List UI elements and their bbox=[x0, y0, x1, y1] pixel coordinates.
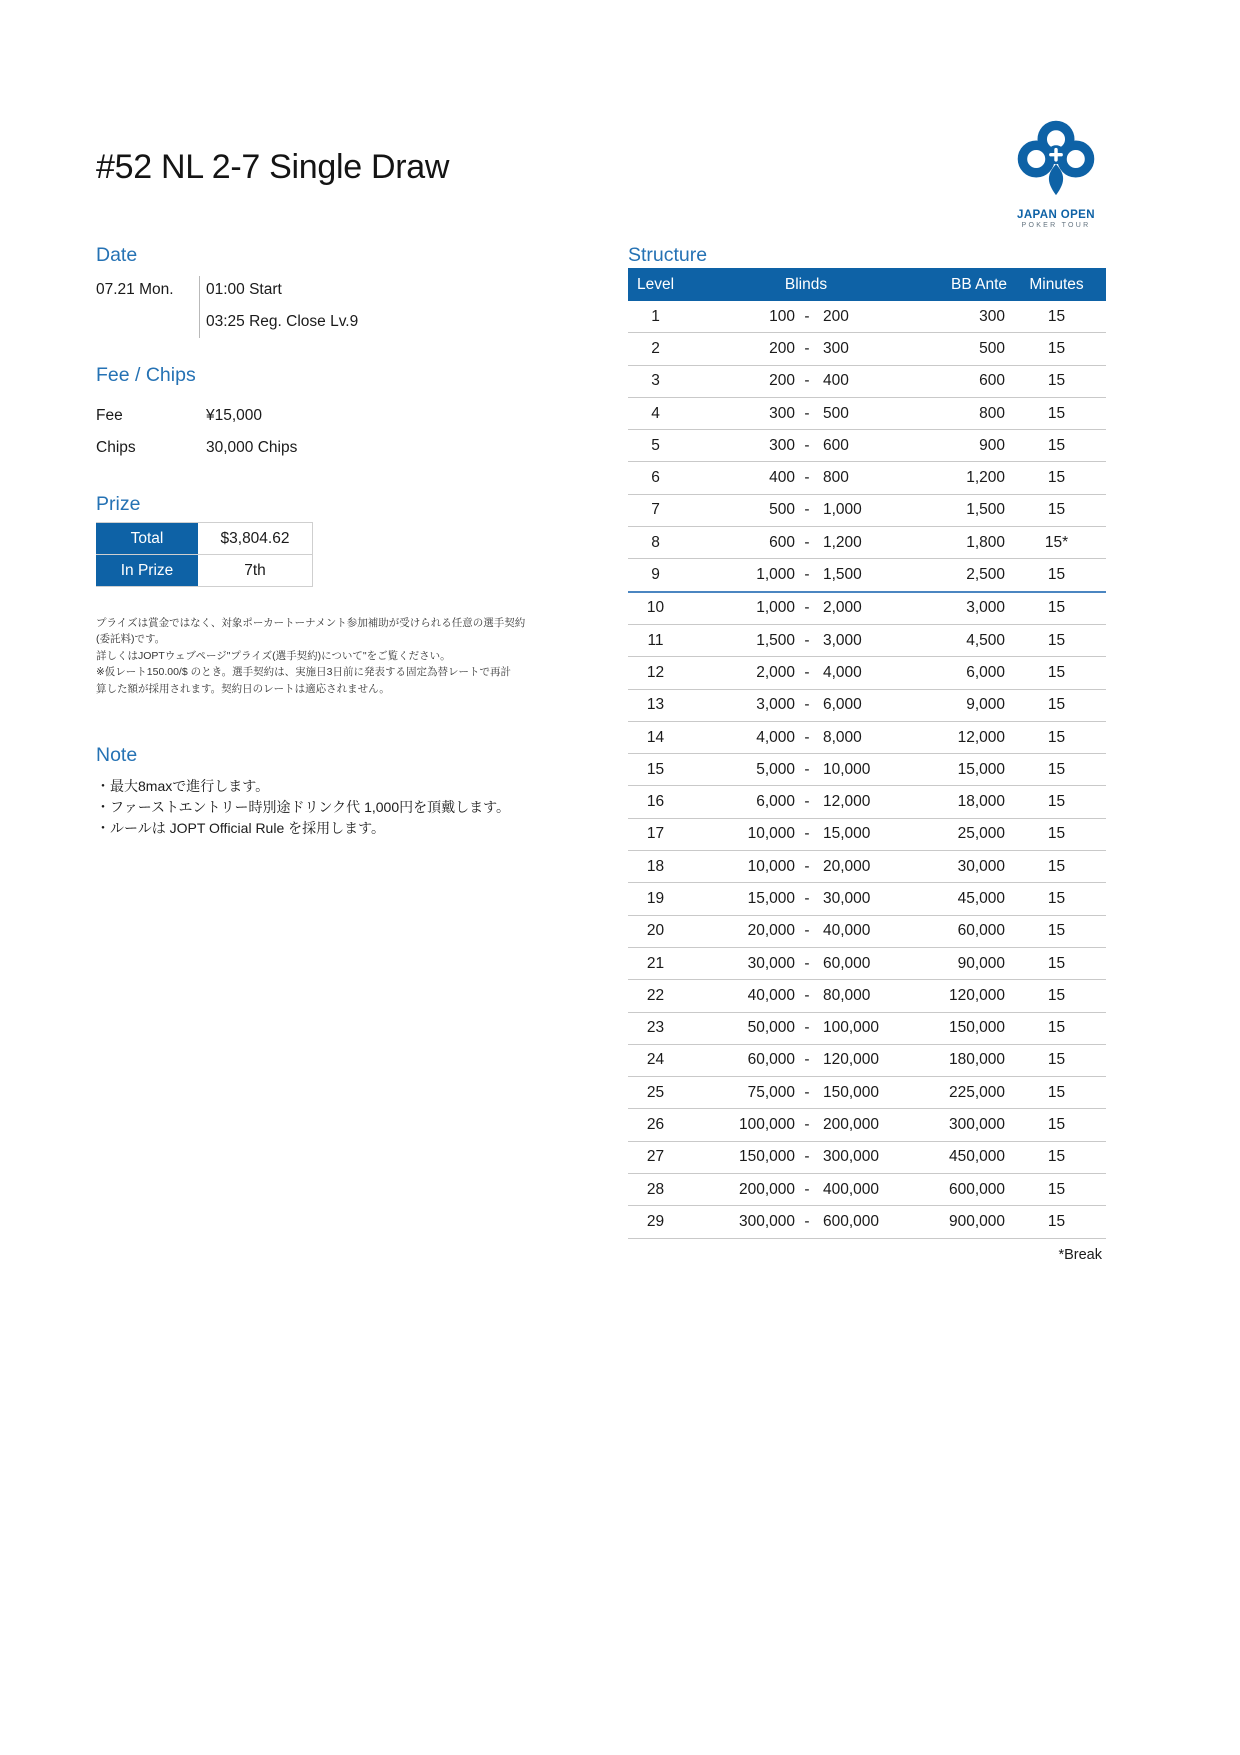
small-blind-cell: 1,500 bbox=[756, 631, 795, 649]
small-blind-cell: 2,000 bbox=[756, 663, 795, 681]
date-body bbox=[96, 274, 536, 344]
column-header-level: Level bbox=[636, 275, 675, 293]
blinds-separator: - bbox=[804, 760, 810, 778]
date-section bbox=[96, 242, 536, 344]
minutes-cell: 15 bbox=[1047, 566, 1066, 584]
level-cell: 3 bbox=[651, 372, 660, 390]
blinds-separator: - bbox=[804, 307, 810, 325]
blinds-separator: - bbox=[804, 469, 810, 487]
disclaimer-line: ※仮レート150.00/$ のとき。選手契約は、実施日3日前に発表する固定為替レートで再計 bbox=[96, 666, 512, 679]
structure-row bbox=[628, 819, 1106, 851]
bb-ante-cell: 600 bbox=[979, 372, 1005, 390]
bb-ante-cell: 2,500 bbox=[966, 566, 1005, 584]
structure-row bbox=[628, 1013, 1106, 1045]
fee-chips-value: 30,000 Chips bbox=[206, 439, 298, 456]
big-blind-cell: 1,200 bbox=[823, 533, 862, 551]
small-blind-cell: 60,000 bbox=[747, 1051, 795, 1069]
minutes-cell: 15 bbox=[1047, 1148, 1066, 1166]
blinds-separator: - bbox=[804, 1212, 810, 1230]
fee-chips-rows bbox=[96, 400, 536, 464]
small-blind-cell: 200 bbox=[769, 339, 795, 357]
structure-row bbox=[628, 430, 1106, 462]
blinds-separator: - bbox=[804, 599, 810, 617]
small-blind-cell: 1,000 bbox=[756, 566, 795, 584]
structure-row bbox=[628, 559, 1106, 592]
date-divider bbox=[199, 276, 200, 338]
prize-value: 7th bbox=[198, 555, 313, 586]
minutes-cell: 15 bbox=[1047, 954, 1066, 972]
fee-chips-value: ¥15,000 bbox=[206, 407, 263, 424]
level-cell: 6 bbox=[651, 469, 660, 487]
minutes-cell: 15 bbox=[1047, 663, 1066, 681]
fee-chips-row bbox=[96, 400, 536, 432]
level-cell: 28 bbox=[646, 1180, 665, 1198]
small-blind-cell: 300 bbox=[769, 436, 795, 454]
structure-row bbox=[628, 366, 1106, 398]
structure-row bbox=[628, 722, 1106, 754]
big-blind-cell: 6,000 bbox=[823, 696, 862, 714]
blinds-separator: - bbox=[804, 1180, 810, 1198]
level-cell: 12 bbox=[646, 663, 665, 681]
bb-ante-cell: 900,000 bbox=[948, 1212, 1005, 1230]
structure-row bbox=[628, 495, 1106, 527]
small-blind-cell: 10,000 bbox=[747, 857, 795, 875]
prize-heading: Prize bbox=[96, 493, 141, 515]
minutes-cell: 15 bbox=[1047, 728, 1066, 746]
bb-ante-cell: 500 bbox=[979, 339, 1005, 357]
structure-row bbox=[628, 980, 1106, 1012]
small-blind-cell: 10,000 bbox=[747, 825, 795, 843]
big-blind-cell: 150,000 bbox=[823, 1083, 880, 1101]
structure-row bbox=[628, 593, 1106, 625]
big-blind-cell: 120,000 bbox=[823, 1051, 880, 1069]
small-blind-cell: 4,000 bbox=[756, 728, 795, 746]
bb-ante-cell: 180,000 bbox=[948, 1051, 1005, 1069]
structure-row bbox=[628, 690, 1106, 722]
minutes-cell: 15* bbox=[1044, 533, 1069, 551]
structure-row bbox=[628, 1077, 1106, 1109]
structure-section bbox=[628, 242, 1106, 1263]
bb-ante-cell: 9,000 bbox=[966, 696, 1005, 714]
level-cell: 17 bbox=[646, 825, 665, 843]
level-cell: 7 bbox=[651, 501, 660, 519]
level-cell: 2 bbox=[651, 339, 660, 357]
small-blind-cell: 5,000 bbox=[756, 760, 795, 778]
big-blind-cell: 400,000 bbox=[823, 1180, 880, 1198]
jopt-logo bbox=[1008, 116, 1104, 229]
big-blind-cell: 80,000 bbox=[823, 986, 871, 1004]
level-cell: 25 bbox=[646, 1083, 665, 1101]
small-blind-cell: 100,000 bbox=[738, 1116, 795, 1134]
minutes-cell: 15 bbox=[1047, 696, 1066, 714]
small-blind-cell: 500 bbox=[769, 501, 795, 519]
blinds-separator: - bbox=[804, 631, 810, 649]
prize-label: In Prize bbox=[96, 555, 198, 586]
level-cell: 27 bbox=[646, 1148, 665, 1166]
fee-chips-section bbox=[96, 362, 536, 464]
level-cell: 14 bbox=[646, 728, 665, 746]
big-blind-cell: 400 bbox=[823, 372, 849, 390]
small-blind-cell: 100 bbox=[769, 307, 795, 325]
blinds-separator: - bbox=[804, 728, 810, 746]
date-day: 07.21 Mon. bbox=[96, 281, 174, 298]
prize-row bbox=[96, 523, 313, 555]
blinds-separator: - bbox=[804, 1019, 810, 1037]
big-blind-cell: 30,000 bbox=[823, 889, 871, 907]
note-items bbox=[96, 776, 556, 839]
bb-ante-cell: 18,000 bbox=[957, 793, 1005, 811]
bb-ante-cell: 450,000 bbox=[948, 1148, 1005, 1166]
small-blind-cell: 15,000 bbox=[747, 889, 795, 907]
minutes-cell: 15 bbox=[1047, 404, 1066, 422]
small-blind-cell: 200 bbox=[769, 372, 795, 390]
level-cell: 1 bbox=[651, 307, 660, 325]
prize-value: $3,804.62 bbox=[198, 523, 313, 554]
small-blind-cell: 20,000 bbox=[747, 922, 795, 940]
small-blind-cell: 75,000 bbox=[747, 1083, 795, 1101]
blinds-separator: - bbox=[804, 825, 810, 843]
level-cell: 16 bbox=[646, 793, 665, 811]
minutes-cell: 15 bbox=[1047, 825, 1066, 843]
level-cell: 29 bbox=[646, 1212, 665, 1230]
blinds-separator: - bbox=[804, 1148, 810, 1166]
bb-ante-cell: 90,000 bbox=[957, 954, 1005, 972]
blinds-separator: - bbox=[804, 436, 810, 454]
bb-ante-cell: 3,000 bbox=[966, 599, 1005, 617]
level-cell: 19 bbox=[646, 889, 665, 907]
big-blind-cell: 600,000 bbox=[823, 1212, 880, 1230]
bb-ante-cell: 25,000 bbox=[957, 825, 1005, 843]
bb-ante-cell: 4,500 bbox=[966, 631, 1005, 649]
bb-ante-cell: 225,000 bbox=[948, 1083, 1005, 1101]
level-cell: 8 bbox=[651, 533, 660, 551]
blinds-separator: - bbox=[804, 1083, 810, 1101]
big-blind-cell: 100,000 bbox=[823, 1019, 880, 1037]
minutes-cell: 15 bbox=[1047, 1051, 1066, 1069]
small-blind-cell: 600 bbox=[769, 533, 795, 551]
fee-chips-heading: Fee / Chips bbox=[96, 364, 196, 386]
note-item: ・ファーストエントリー時別途ドリンク代 1,000円を頂戴します。 bbox=[96, 799, 510, 815]
structure-row bbox=[628, 883, 1106, 915]
level-cell: 13 bbox=[646, 696, 665, 714]
level-cell: 5 bbox=[651, 436, 660, 454]
blinds-separator: - bbox=[804, 922, 810, 940]
big-blind-cell: 40,000 bbox=[823, 922, 871, 940]
minutes-cell: 15 bbox=[1047, 922, 1066, 940]
structure-row bbox=[628, 1109, 1106, 1141]
disclaimer-line: 詳しくはJOPTウェブページ"プライズ(選手契約)について"をご覧ください。 bbox=[96, 649, 451, 662]
big-blind-cell: 60,000 bbox=[823, 954, 871, 972]
minutes-cell: 15 bbox=[1047, 307, 1066, 325]
big-blind-cell: 200,000 bbox=[823, 1116, 880, 1134]
blinds-separator: - bbox=[804, 1051, 810, 1069]
minutes-cell: 15 bbox=[1047, 793, 1066, 811]
prize-label: Total bbox=[96, 523, 198, 554]
minutes-cell: 15 bbox=[1047, 1212, 1066, 1230]
small-blind-cell: 300,000 bbox=[738, 1212, 795, 1230]
prize-section bbox=[96, 491, 536, 587]
minutes-cell: 15 bbox=[1047, 436, 1066, 454]
small-blind-cell: 300 bbox=[769, 404, 795, 422]
jopt-clover-icon bbox=[1013, 116, 1099, 202]
blinds-separator: - bbox=[804, 372, 810, 390]
bb-ante-cell: 30,000 bbox=[957, 857, 1005, 875]
level-cell: 21 bbox=[646, 954, 665, 972]
prize-table bbox=[96, 522, 313, 587]
big-blind-cell: 500 bbox=[823, 404, 849, 422]
blinds-separator: - bbox=[804, 663, 810, 681]
minutes-cell: 15 bbox=[1047, 501, 1066, 519]
structure-row bbox=[628, 1174, 1106, 1206]
bb-ante-cell: 300 bbox=[979, 307, 1005, 325]
structure-row bbox=[628, 527, 1106, 559]
small-blind-cell: 150,000 bbox=[738, 1148, 795, 1166]
logo-text-line1: JAPAN OPEN bbox=[1017, 209, 1095, 221]
blinds-separator: - bbox=[804, 696, 810, 714]
bb-ante-cell: 900 bbox=[979, 436, 1005, 454]
big-blind-cell: 8,000 bbox=[823, 728, 862, 746]
bb-ante-cell: 15,000 bbox=[957, 760, 1005, 778]
minutes-cell: 15 bbox=[1047, 1180, 1066, 1198]
column-header-blinds: Blinds bbox=[784, 275, 828, 293]
bb-ante-cell: 1,200 bbox=[966, 469, 1005, 487]
column-header-bb-ante: BB Ante bbox=[950, 275, 1007, 293]
note-item: ・ルールは JOPT Official Rule を採用します。 bbox=[96, 820, 386, 836]
disclaimer-line: 算した額が採用されます。契約日のレートは適応されません。 bbox=[96, 682, 390, 695]
minutes-cell: 15 bbox=[1047, 857, 1066, 875]
blinds-separator: - bbox=[804, 986, 810, 1004]
minutes-cell: 15 bbox=[1047, 760, 1066, 778]
disclaimer-line: (委託料)です。 bbox=[96, 633, 166, 646]
big-blind-cell: 10,000 bbox=[823, 760, 871, 778]
big-blind-cell: 600 bbox=[823, 436, 849, 454]
big-blind-cell: 15,000 bbox=[823, 825, 871, 843]
small-blind-cell: 50,000 bbox=[747, 1019, 795, 1037]
big-blind-cell: 1,500 bbox=[823, 566, 862, 584]
big-blind-cell: 12,000 bbox=[823, 793, 871, 811]
big-blind-cell: 3,000 bbox=[823, 631, 862, 649]
date-time-line: 01:00 Start bbox=[206, 281, 282, 298]
fee-chips-label: Chips bbox=[96, 439, 136, 456]
small-blind-cell: 30,000 bbox=[747, 954, 795, 972]
level-cell: 15 bbox=[646, 760, 665, 778]
blinds-separator: - bbox=[804, 857, 810, 875]
level-cell: 10 bbox=[646, 599, 665, 617]
structure-row bbox=[628, 1206, 1106, 1238]
level-cell: 24 bbox=[646, 1051, 665, 1069]
structure-row bbox=[628, 625, 1106, 657]
big-blind-cell: 300 bbox=[823, 339, 849, 357]
blinds-separator: - bbox=[804, 533, 810, 551]
bb-ante-cell: 600,000 bbox=[948, 1180, 1005, 1198]
blinds-separator: - bbox=[804, 501, 810, 519]
disclaimer-line: プライズは賞金ではなく、対象ポーカートーナメント参加補助が受けられる任意の選手契約 bbox=[96, 617, 526, 629]
date-time-line: 03:25 Reg. Close Lv.9 bbox=[206, 313, 359, 330]
level-cell: 18 bbox=[646, 857, 665, 875]
minutes-cell: 15 bbox=[1047, 339, 1066, 357]
page-title: #52 NL 2-7 Single Draw bbox=[96, 148, 450, 186]
level-cell: 23 bbox=[646, 1019, 665, 1037]
level-cell: 9 bbox=[651, 566, 660, 584]
column-header-minutes: Minutes bbox=[1029, 275, 1084, 293]
minutes-cell: 15 bbox=[1047, 599, 1066, 617]
small-blind-cell: 400 bbox=[769, 469, 795, 487]
prize-disclaimer bbox=[96, 615, 526, 697]
minutes-cell: 15 bbox=[1047, 986, 1066, 1004]
level-cell: 4 bbox=[651, 404, 660, 422]
level-cell: 20 bbox=[646, 922, 665, 940]
minutes-cell: 15 bbox=[1047, 1083, 1066, 1101]
bb-ante-cell: 300,000 bbox=[948, 1116, 1005, 1134]
prize-row bbox=[96, 555, 313, 587]
big-blind-cell: 20,000 bbox=[823, 857, 871, 875]
big-blind-cell: 800 bbox=[823, 469, 849, 487]
minutes-cell: 15 bbox=[1047, 372, 1066, 390]
structure-row bbox=[628, 301, 1106, 333]
level-cell: 26 bbox=[646, 1116, 665, 1134]
structure-heading: Structure bbox=[628, 244, 708, 266]
break-footnote: *Break bbox=[1058, 1246, 1102, 1263]
logo-text-line2: POKER TOUR bbox=[1021, 222, 1091, 229]
structure-row bbox=[628, 916, 1106, 948]
structure-row bbox=[628, 786, 1106, 818]
bb-ante-cell: 45,000 bbox=[957, 889, 1005, 907]
bb-ante-cell: 120,000 bbox=[948, 986, 1005, 1004]
level-cell: 11 bbox=[647, 631, 664, 649]
fee-chips-label: Fee bbox=[96, 407, 123, 424]
bb-ante-cell: 1,800 bbox=[966, 533, 1005, 551]
bb-ante-cell: 12,000 bbox=[957, 728, 1005, 746]
blinds-separator: - bbox=[804, 889, 810, 907]
structure-row bbox=[628, 754, 1106, 786]
small-blind-cell: 3,000 bbox=[756, 696, 795, 714]
big-blind-cell: 4,000 bbox=[823, 663, 862, 681]
note-heading: Note bbox=[96, 744, 138, 766]
bb-ante-cell: 6,000 bbox=[966, 663, 1005, 681]
blinds-separator: - bbox=[804, 1116, 810, 1134]
big-blind-cell: 200 bbox=[823, 307, 849, 325]
minutes-cell: 15 bbox=[1047, 631, 1066, 649]
structure-row bbox=[628, 657, 1106, 689]
structure-row bbox=[628, 851, 1106, 883]
minutes-cell: 15 bbox=[1047, 889, 1066, 907]
big-blind-cell: 1,000 bbox=[823, 501, 862, 519]
structure-row bbox=[628, 948, 1106, 980]
blinds-separator: - bbox=[804, 793, 810, 811]
date-heading: Date bbox=[96, 244, 138, 266]
structure-row bbox=[628, 1142, 1106, 1174]
small-blind-cell: 6,000 bbox=[756, 793, 795, 811]
minutes-cell: 15 bbox=[1047, 1019, 1066, 1037]
bb-ante-cell: 150,000 bbox=[948, 1019, 1005, 1037]
structure-row bbox=[628, 462, 1106, 494]
small-blind-cell: 200,000 bbox=[738, 1180, 795, 1198]
minutes-cell: 15 bbox=[1047, 1116, 1066, 1134]
bb-ante-cell: 1,500 bbox=[966, 501, 1005, 519]
big-blind-cell: 300,000 bbox=[823, 1148, 880, 1166]
minutes-cell: 15 bbox=[1047, 469, 1066, 487]
structure-rows bbox=[628, 301, 1106, 1239]
blinds-separator: - bbox=[804, 954, 810, 972]
structure-row bbox=[628, 1045, 1106, 1077]
date-times bbox=[206, 274, 358, 338]
blinds-separator: - bbox=[804, 339, 810, 357]
note-item: ・最大8maxで進行します。 bbox=[96, 778, 270, 794]
blinds-separator: - bbox=[804, 566, 810, 584]
big-blind-cell: 2,000 bbox=[823, 599, 862, 617]
bb-ante-cell: 60,000 bbox=[957, 922, 1005, 940]
fee-chips-row bbox=[96, 432, 536, 464]
small-blind-cell: 1,000 bbox=[756, 599, 795, 617]
bb-ante-cell: 800 bbox=[979, 404, 1005, 422]
structure-table bbox=[628, 268, 1106, 1239]
structure-row bbox=[628, 333, 1106, 365]
structure-header-row bbox=[628, 268, 1106, 301]
note-section bbox=[96, 742, 556, 839]
blinds-separator: - bbox=[804, 404, 810, 422]
level-cell: 22 bbox=[646, 986, 665, 1004]
structure-row bbox=[628, 398, 1106, 430]
small-blind-cell: 40,000 bbox=[747, 986, 795, 1004]
